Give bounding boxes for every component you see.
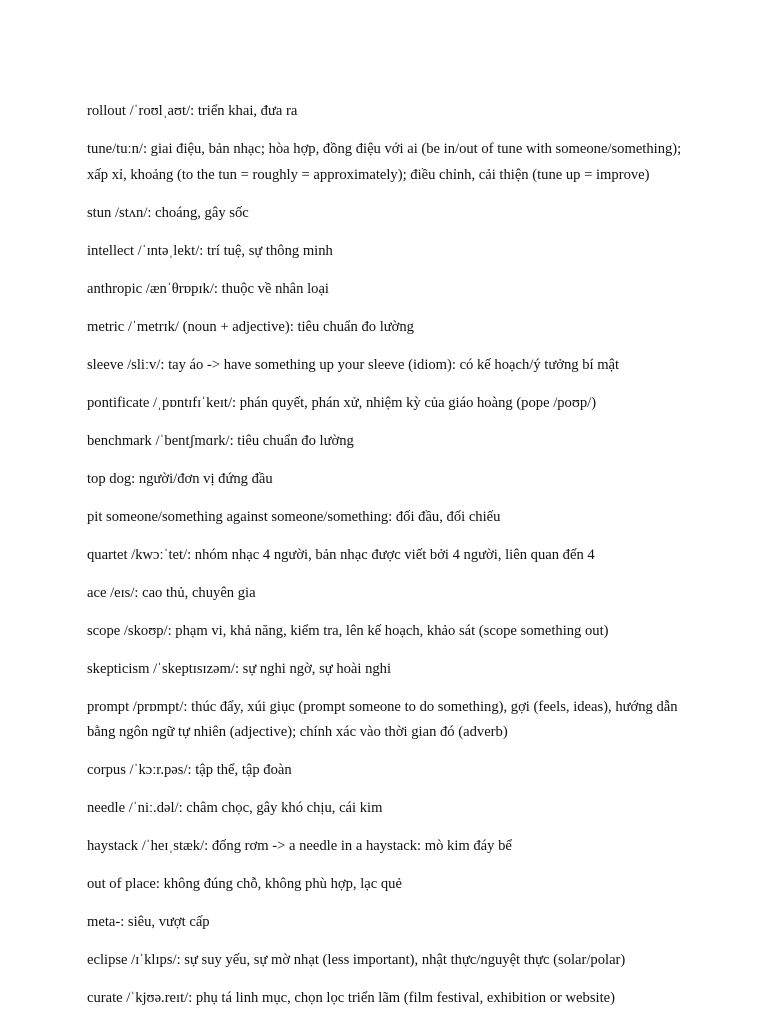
entry-prompt: prompt /prɒmpt/: thúc đẩy, xúi giục (prompt someone to do something), gợi (feels, ideas), hướng dẫn bằng ngôn ngữ tự nhiên (adjective); chính xác vào thời gian đó (adverb) — [87, 698, 678, 740]
entry-stun: stun /stʌn/: choáng, gây sốc — [87, 204, 249, 221]
entry-out-of-place: out of place: không đúng chỗ, không phù hợp, lạc quẻ — [87, 876, 402, 892]
entry-skepticism: skepticism /ˈskeptɪsɪzəm/: sự nghi ngờ, sự hoài nghi — [87, 660, 392, 677]
entry-curate: curate /ˈkjʊə.reɪt/: phụ tá linh mục, chọn lọc triển lãm (film festival, exhibition or website) — [87, 990, 615, 1006]
entry-top-dog: top dog: người/đơn vị đứng đầu — [87, 470, 273, 487]
entry-benchmark: benchmark /ˈbentʃmɑrk/: tiêu chuẩn đo lường — [87, 432, 354, 449]
entry-ace: ace /eɪs/: cao thủ, chuyên gia — [87, 584, 256, 601]
entry-meta: meta-: siêu, vượt cấp — [87, 914, 210, 930]
vocabulary-list — [87, 99, 687, 1024]
entry-eclipse: eclipse /ɪˈklɪps/: sự suy yếu, sự mờ nhạt (less important), nhật thực/nguyệt thực (solar/polar) — [87, 952, 626, 968]
entry-intellect: intellect /ˈɪntəˌlekt/: trí tuệ, sự thông minh — [87, 242, 333, 259]
entry-pontificate: pontificate /ˌpɒntɪfɪˈkeɪt/: phán quyết, phán xử, nhiệm kỳ của giáo hoàng (pope /poʊp/) — [87, 394, 597, 411]
entry-corpus: corpus /ˈkɔːr.pəs/: tập thể, tập đoàn — [87, 762, 292, 778]
entry-scope: scope /skoʊp/: phạm vi, khả năng, kiểm tra, lên kế hoạch, khảo sát (scope something out) — [87, 622, 609, 639]
entry-metric: metric /ˈmetrɪk/ (noun + adjective): tiêu chuẩn đo lường — [87, 318, 414, 335]
entry-rollout: rollout /ˈroʊlˌaʊt/: triển khai, đưa ra — [87, 103, 298, 119]
entry-quartet: quartet /kwɔːˈtet/: nhóm nhạc 4 người, bản nhạc được viết bởi 4 người, liên quan đến 4 — [87, 546, 595, 563]
entry-sleeve: sleeve /sliːv/: tay áo -> have something up your sleeve (idiom): có kế hoạch/ý tưởng bí mật — [87, 356, 620, 373]
entry-haystack: haystack /ˈheɪˌstæk/: đống rơm -> a needle in a haystack: mò kim đáy bể — [87, 838, 512, 854]
entry-anthropic: anthropic /ænˈθrɒpɪk/: thuộc về nhân loại — [87, 280, 329, 297]
entry-pit-against: pit someone/something against someone/something: đối đầu, đối chiếu — [87, 508, 501, 525]
entry-tune: tune/tuːn/: giai điệu, bản nhạc; hòa hợp, đồng điệu với ai (be in/out of tune with someone/something); xấp xỉ, khoảng (to the tun = roughly = approximately); điều chỉnh, cải thiện (tune up = improve) — [87, 141, 682, 183]
entry-needle: needle /ˈniː.dəl/: châm chọc, gây khó chịu, cái kim — [87, 800, 383, 816]
